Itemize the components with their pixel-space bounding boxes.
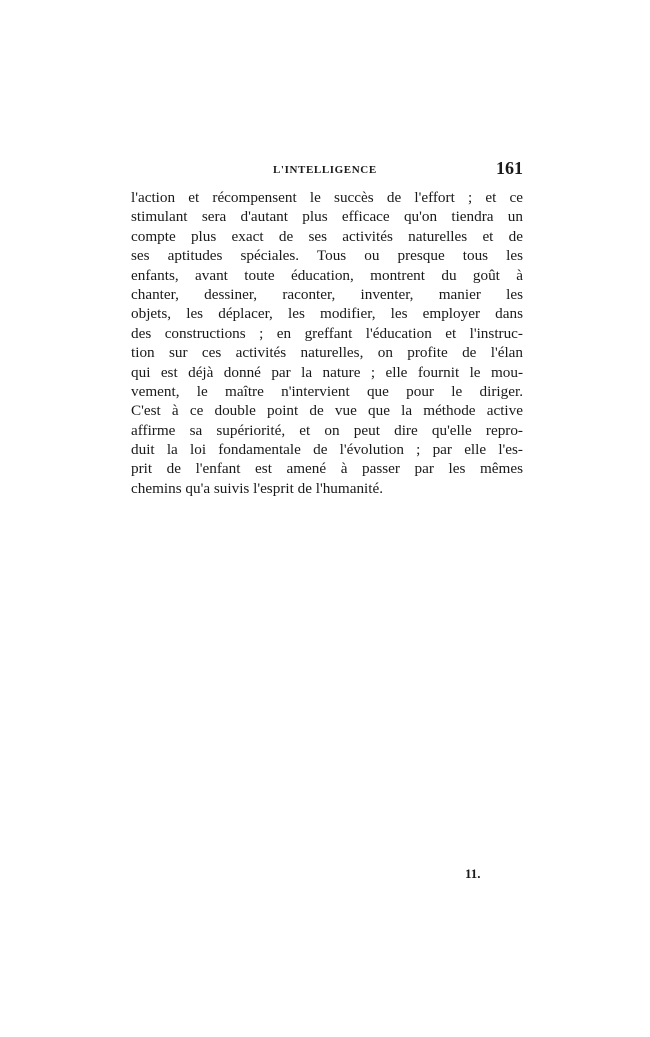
- text-line: chemins qu'a suivis l'esprit de l'humanité.: [131, 479, 384, 497]
- text-line: stimulant sera d'autant plus efficace qu'on tiendra un: [131, 208, 523, 226]
- text-line: objets, les déplacer, les modifier, les employer dans: [131, 305, 523, 323]
- running-head: [131, 158, 523, 182]
- signature-mark: 11.: [465, 866, 481, 881]
- text-line: compte plus exact de ses activités naturelles et de: [131, 227, 523, 245]
- running-title: L'INTELLIGENCE: [273, 164, 377, 176]
- text-line: chanter, dessiner, raconter, inventer, manier les: [131, 285, 523, 303]
- text-line: prit de l'enfant est amené à passer par les mêmes: [131, 460, 523, 478]
- body-paragraph: [131, 188, 523, 498]
- text-line: C'est à ce double point de vue que la méthode active: [131, 402, 523, 420]
- text-line: tion sur ces activités naturelles, on profite de l'élan: [131, 344, 523, 362]
- text-line: ses aptitudes spéciales. Tous ou presque tous les: [131, 247, 523, 265]
- text-line: vement, le maître n'intervient que pour le diriger.: [131, 382, 523, 400]
- text-line: qui est déjà donné par la nature ; elle fournit le mou-: [131, 363, 523, 381]
- text-line: affirme sa supériorité, et on peut dire qu'elle repro-: [131, 421, 523, 439]
- page-number: 161: [496, 158, 523, 178]
- text-line: enfants, avant toute éducation, montrent du goût à: [131, 266, 523, 284]
- text-line: duit la loi fondamentale de l'évolution ; par elle l'es-: [131, 441, 523, 459]
- text-line: l'action et récompensent le succès de l'effort ; et ce: [131, 189, 523, 206]
- text-line: des constructions ; en greffant l'éducation et l'instruc-: [131, 324, 523, 342]
